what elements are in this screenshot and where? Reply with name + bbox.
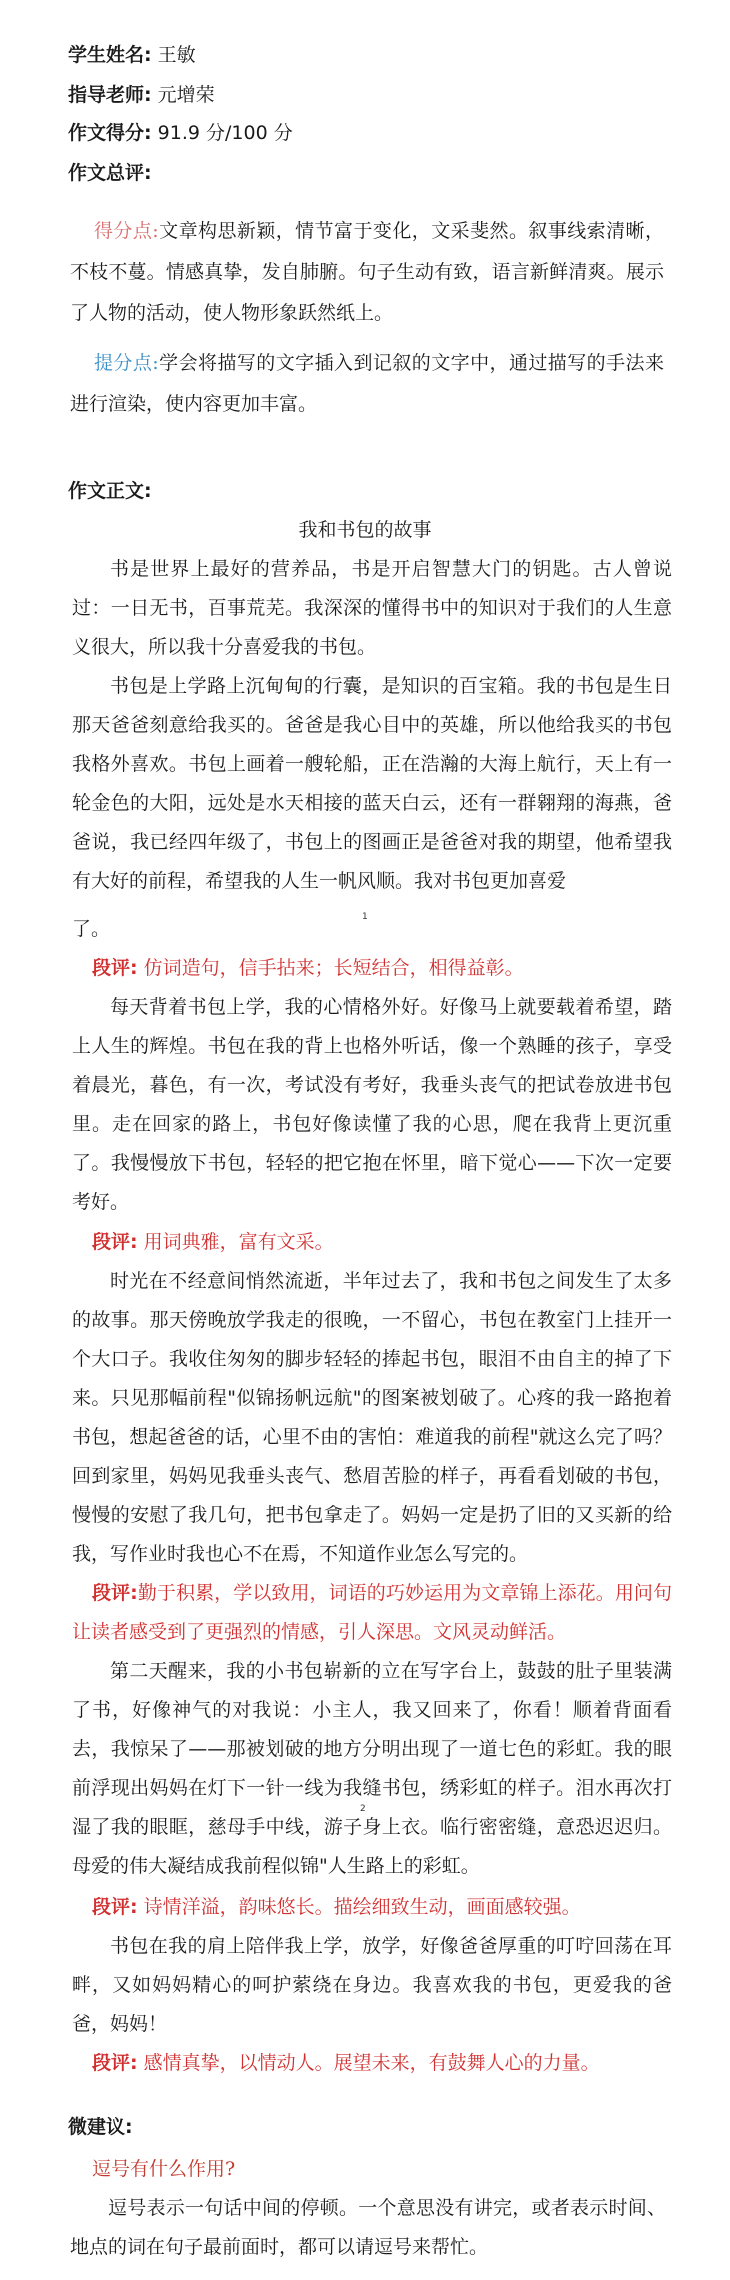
essay-paragraph-5: 第二天醒来，我的小书包崭新的立在写字台上，鼓鼓的肚子里装满了书，好像神气的对我说：小主人，我又回来了，你看！顺着背面看去，我惊呆了——那被划破的地方分明出现了一道七色的彩虹。我的眼前浮现出妈妈在灯下一针一线为我缝书包，绣彩虹的样子。泪水再次打湿了我的眼眶，慈母手中线，游子身上衣。临行密密缝，意恐迟迟归。母爱的伟大凝结成我前程似锦"人生路上的彩虹。 [72,1660,672,1877]
merit-text: 文章构思新颖，情节富于变化，文采斐然。叙事线索清晰，不枝不蔓。情感真挚，发自肺腑。句子生动有致，语言新鲜清爽。展示了人物的活动，使人物形象跃然纸上。 [70,220,664,324]
score-value: 91.9 分/100 分 [157,122,293,144]
score-row [68,118,293,148]
essay-title: 我和书包的故事 [298,519,432,541]
comment-1-label: 段评: [92,957,138,979]
comment-1-text: 仿词造句，信手拈来；长短结合，相得益彰。 [143,957,524,979]
paragraph-comment-1 [92,949,672,988]
paragraph-comment-4 [92,1888,672,1927]
summary-label: 作文总评: [68,162,152,184]
paragraph-comment-2 [92,1223,672,1262]
essay-paragraph-1: 书是世界上最好的营养品，书是开启智慧大门的钥匙。古人曾说过：一日无书，百事荒芜。我深深的懂得书中的知识对于我们的人生意义很大，所以我十分喜爱我的书包。 [72,558,672,658]
body-label: 作文正文: [68,480,152,502]
comment-5-label: 段评: [92,2052,138,2074]
essay-paragraph-6: 书包在我的肩上陪伴我上学，放学，好像爸爸厚重的叮咛回荡在耳畔，又如妈妈精心的呵护萦绕在身边。我喜欢我的书包，更爱我的爸爸，妈妈！ [72,1935,672,2035]
paragraph-comment-3 [72,1574,672,1652]
essay-paragraph-3: 每天背着书包上学，我的心情格外好。好像马上就要载着希望，踏上人生的辉煌。书包在我的背上也格外听话，像一个熟睡的孩子，享受着晨光，暮色，有一次，考试没有考好，我垂头丧气的把试卷放进书包里。走在回家的路上，书包好像读懂了我的心思，爬在我背上更沉重了。我慢慢放下书包，轻轻的把它抱在怀里，暗下觉心——下次一定要考好。 [72,996,672,1213]
advice-answer: 逗号表示一句话中间的停顿。一个意思没有讲完，或者表示时间、地点的词在句子最前面时，都可以请逗号来帮忙。 [70,2197,666,2258]
footnote-marker-1: 1 [362,912,368,922]
score-label: 作文得分: [68,122,152,144]
student-name-label: 学生姓名: [68,44,152,66]
comment-4-label: 段评: [92,1896,138,1918]
body-heading [68,476,152,506]
essay-paragraph-2-end: 了。 [72,918,111,940]
merit-paragraph [70,211,664,334]
merit-label: 得分点: [94,220,159,242]
advice-question: 逗号有什么作用? [92,2158,236,2180]
paragraph-comment-5 [92,2044,672,2083]
improve-text: 学会将描写的文字插入到记叙的文字中，通过描写的手法来进行渲染，使内容更加丰富。 [70,352,664,415]
improve-label: 提分点: [94,352,159,374]
advice-label: 微建议: [68,2116,133,2138]
summary-heading [68,158,152,188]
essay-paragraph-4: 时光在不经意间悄然流逝，半年过去了，我和书包之间发生了太多的故事。那天傍晚放学我走的很晚，一不留心，书包在教室门上挂开一个大口子。我收住匆匆的脚步轻轻的捧起书包，眼泪不由自主的掉了下来。只见那幅前程"似锦扬帆远航"的图案被划破了。心疼的我一路抱着书包，想起爸爸的话，心里不由的害怕：难道我的前程"就这么完了吗？回到家里，妈妈见我垂头丧气、愁眉苦脸的样子，再看看划破的书包，慢慢的安慰了我几句，把书包拿走了。妈妈一定是扔了旧的又买新的给我，写作业时我也心不在焉，不知道作业怎么写完的。 [72,1270,672,1565]
comment-3-text: 勤于积累，学以致用，词语的巧妙运用为文章锦上添花。用问句让读者感受到了更强烈的情感，引人深思。文风灵动鲜活。 [72,1582,672,1643]
comment-3-label: 段评: [92,1582,138,1604]
improve-paragraph [70,343,664,425]
teacher-value: 元增荣 [157,84,215,106]
essay-paragraph-2: 书包是上学路上沉甸甸的行囊，是知识的百宝箱。我的书包是生日那天爸爸刻意给我买的。爸爸是我心目中的英雄，所以他给我买的书包我格外喜欢。书包上画着一艘轮船，正在浩瀚的大海上航行，天上有一轮金色的大阳，远处是水天相接的蓝天白云，还有一群翱翔的海燕，爸爸说，我已经四年级了，书包上的图画正是爸爸对我的期望，他希望我有大好的前程，希望我的人生一帆风顺。我对书包更加喜爱 [72,675,672,892]
comment-4-text: 诗情洋溢，韵味悠长。描绘细致生动，画面感较强。 [143,1896,581,1918]
teacher-row [68,80,215,110]
comment-2-label: 段评: [92,1231,138,1253]
teacher-label: 指导老师: [68,84,152,106]
student-name-row [68,40,196,70]
student-name-value: 王敏 [157,44,196,66]
comment-2-text: 用词典雅，富有文采。 [143,1231,334,1253]
advice-heading [68,2112,133,2142]
comment-5-text: 感情真挚，以情动人。展望未来，有鼓舞人心的力量。 [143,2052,600,2074]
footnote-marker-2: 2 [360,1804,366,1814]
